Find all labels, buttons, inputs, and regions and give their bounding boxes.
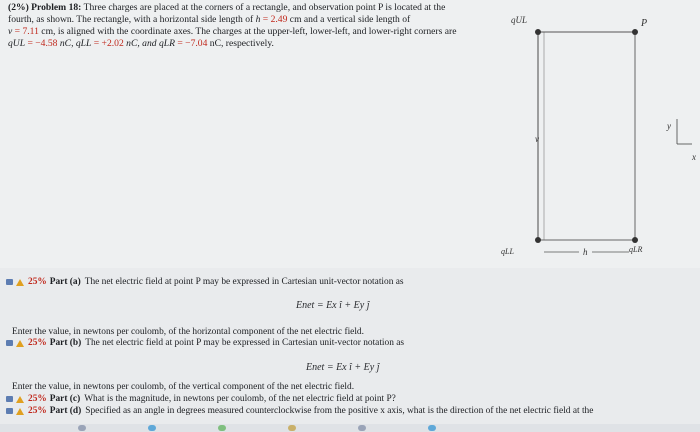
part-a-percent: 25% xyxy=(28,277,47,287)
qll-symbol: nC, qLL xyxy=(57,38,92,49)
problem-statement xyxy=(8,2,520,50)
v-value: = 7.11 xyxy=(12,26,39,37)
part-d-text: Specified as an angle in degrees measured counterclockwise from the positive x axis, what is the direction of the net electric field at the xyxy=(85,406,594,416)
enter-a-text: Enter the value, in newtons per coulomb, of the horizontal component of the net electric field. xyxy=(12,327,364,337)
rectangle-figure xyxy=(495,2,700,270)
tag-icon xyxy=(6,279,13,285)
toolbar-icon[interactable] xyxy=(78,425,86,431)
equation-a: Enet = Ex î + Ey ĵ xyxy=(296,300,370,311)
toolbar-icon[interactable] xyxy=(358,425,366,431)
toolbar-icon[interactable] xyxy=(218,425,226,431)
part-b-icons xyxy=(6,340,24,347)
tag-icon xyxy=(6,408,13,414)
toolbar-icon[interactable] xyxy=(148,425,156,431)
bottom-toolbar-strip xyxy=(0,424,700,432)
qlr-value: = −7.04 xyxy=(174,38,208,49)
part-d-percent: 25% xyxy=(28,406,47,416)
part-b-percent: 25% xyxy=(28,338,47,348)
toolbar-icon[interactable] xyxy=(428,425,436,431)
part-a-icons xyxy=(6,279,24,286)
v-rest: cm, is aligned with the coordinate axes. The charges at the upper-left, lower-left, and lower-right corners are xyxy=(38,26,457,37)
label-qlr: qLR xyxy=(629,245,643,254)
label-qll: qLL xyxy=(501,247,514,256)
part-d-icons xyxy=(6,408,24,415)
part-b-text: The net electric field at point P may be expressed in Cartesian unit-vector notation as xyxy=(85,338,405,348)
part-a-text: The net electric field at point P may be expressed in Cartesian unit-vector notation as xyxy=(84,277,404,287)
equation-b: Enet = Ex î + Ey ĵ xyxy=(306,362,380,373)
qll-value: = +2.02 xyxy=(91,38,124,49)
qlr-charge-dot xyxy=(632,237,638,243)
v-symbol: v xyxy=(8,26,13,37)
tag-icon xyxy=(6,396,13,402)
label-y: y xyxy=(667,121,671,131)
part-a-label: Part (a) xyxy=(49,277,81,287)
part-b-label: Part (b) xyxy=(49,338,82,348)
part-d-row[interactable] xyxy=(6,406,593,416)
qul-symbol: qUL xyxy=(8,38,26,49)
qll-charge-dot xyxy=(535,237,541,243)
part-c-row[interactable] xyxy=(6,394,396,404)
toolbar-icon[interactable] xyxy=(288,425,296,431)
part-b-row[interactable] xyxy=(6,338,404,348)
label-qul: qUL xyxy=(511,15,528,25)
h-value: = 2.49 xyxy=(260,14,288,25)
warning-icon xyxy=(16,279,24,286)
h-symbol: h xyxy=(255,14,261,25)
warning-icon xyxy=(16,340,24,347)
p-point-dot xyxy=(632,29,638,35)
warning-icon xyxy=(16,396,24,403)
qlr-symbol: nC, and qLR xyxy=(123,38,175,49)
part-a-row[interactable] xyxy=(6,277,404,287)
part-c-label: Part (c) xyxy=(49,394,81,404)
part-c-icons xyxy=(6,396,24,403)
label-v: v xyxy=(535,134,539,144)
part-c-text: What is the magnitude, in newtons per coulomb, of the net electric field at point P? xyxy=(84,394,396,404)
problem-line1: Three charges are placed at the corners of a rectangle, and observation point P is located at the xyxy=(83,2,446,13)
label-h: h xyxy=(583,247,588,257)
part-d-label: Part (d) xyxy=(49,406,82,416)
problem-tail: nC, respectively. xyxy=(207,38,274,49)
label-p: P xyxy=(641,18,648,29)
enter-b-text: Enter the value, in newtons per coulomb, of the vertical component of the net electric field. xyxy=(12,382,355,392)
h-unit: cm and a vertical side length of xyxy=(287,14,411,25)
label-x: x xyxy=(692,152,696,162)
qul-value: = −4.58 xyxy=(25,38,58,49)
tag-icon xyxy=(6,340,13,346)
qul-charge-dot xyxy=(535,29,541,35)
problem-header: (2%) Problem 18: xyxy=(8,2,82,13)
part-c-percent: 25% xyxy=(28,394,47,404)
problem-line2: fourth, as shown. The rectangle, with a horizontal side length of xyxy=(8,14,256,25)
warning-icon xyxy=(16,408,24,415)
